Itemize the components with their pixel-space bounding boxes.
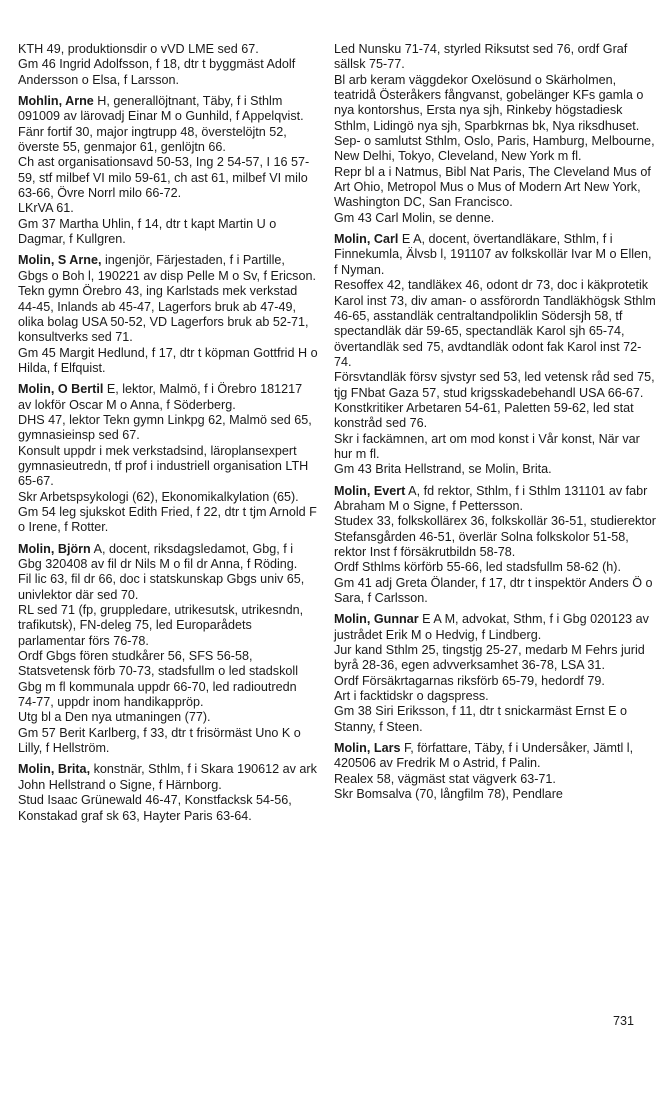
entry-paragraph	[18, 253, 318, 284]
entry-text: Realex 58, vägmäst stat vägverk 63-71.	[334, 771, 556, 786]
entry-text: Art i facktidskr o dagspress.	[334, 689, 489, 704]
bio-entry	[334, 42, 656, 226]
entry-name: Molin, Gunnar	[334, 612, 419, 627]
entry-paragraph	[18, 413, 318, 444]
entry-text: DHS 47, lektor Tekn gymn Linkpg 62, Malmö sed 65, gymnasieinsp sed 67.	[18, 412, 312, 443]
entry-text: E A, docent, övertandläkare, Sthlm, f i Finnekumla, Älvsb l, 191107 av folkskollär Ivar M o Ellen, f Nyman.	[334, 232, 652, 277]
entry-paragraph	[334, 370, 656, 401]
entry-paragraph	[334, 42, 656, 73]
entry-paragraph	[18, 284, 318, 345]
entry-paragraph	[18, 155, 318, 201]
entry-paragraph	[18, 201, 318, 216]
entry-paragraph	[18, 490, 318, 505]
entry-paragraph	[18, 603, 318, 649]
entry-paragraph	[334, 741, 656, 772]
entry-paragraph	[18, 710, 318, 725]
entry-paragraph	[18, 125, 318, 156]
entry-text: Ch ast organisationsavd 50-53, Ing 2 54-57, I 16 57-59, stf milbef VI milo 59-61, ch ast 61, milbef VI milo 63-66, Övre Norrl milo 66-72.	[18, 155, 310, 201]
page-number: 731	[613, 1014, 635, 1028]
entry-paragraph	[18, 346, 318, 377]
entry-paragraph	[18, 42, 318, 57]
entry-text: E A M, advokat, Sthm, f i Gbg 020123 av justrådet Erik M o Hedvig, f Lindberg.	[334, 612, 649, 642]
entry-name: Molin, Carl	[334, 232, 399, 247]
entry-paragraph	[18, 57, 318, 88]
entry-name: Mohlin, Arne	[18, 94, 94, 109]
entry-name: Molin, O Bertil	[18, 382, 104, 397]
entry-paragraph	[18, 505, 318, 536]
entry-text: Resoffex 42, tandläkex 46, odont dr 73, doc i käkprotetik Karol inst 73, div aman- o assförordn Tandläkhögsk Sthlm 46-65, asstandläk centraltandpoliklin Södersjh 58, tf spectandläk där 59-65, spectandläk Karol sjh 65-74, övertandläk sed 75, avdtandläk odont fak Karol inst 72-74.	[334, 278, 656, 369]
entry-text: Gm 38 Siri Eriksson, f 11, dtr t snickarmäst Ernst E o Stanny, f Steen.	[334, 704, 628, 734]
bio-entry	[334, 484, 656, 607]
entry-text: A, docent, riksdagsledamot, Gbg, f i Gbg 320408 av fil dr Nils M o fil dr Anna, f Röding.	[18, 541, 298, 571]
bio-entry	[334, 741, 656, 802]
entry-text: Skr Bomsalva (70, långfilm 78), Pendlare	[334, 787, 563, 802]
entry-name: Molin, S Arne,	[18, 253, 102, 268]
bio-entry	[334, 612, 656, 735]
bio-entry	[18, 762, 318, 823]
entry-text: Skr i fackämnen, art om mod konst i Vår konst, När var hur m fl.	[334, 431, 640, 461]
entry-text: Utg bl a Den nya utmaningen (77).	[18, 710, 211, 725]
bio-entry	[18, 94, 318, 247]
entry-text: Gm 41 adj Greta Ölander, f 17, dtr t inspektör Anders Ö o Sara, f Carlsson.	[334, 575, 653, 606]
entry-text: Stud Isaac Grünewald 46-47, Konstfacksk 54-56, Konstakad graf sk 63, Hayter Paris 63-64.	[18, 793, 292, 823]
entry-paragraph	[334, 674, 656, 689]
entry-paragraph	[334, 73, 656, 134]
entry-text: ingenjör, Färjestaden, f i Partille, Gbgs o Boh l, 190221 av disp Pelle M o Sv, f Ericson.	[18, 253, 316, 283]
entry-paragraph	[334, 787, 656, 802]
bio-entry	[334, 232, 656, 478]
entry-text: RL sed 71 (fp, gruppledare, utrikesutsk, utrikesndn, trafikutsk), FN-deleg 75, led Europarådets parlamentar förs 76-78.	[18, 603, 304, 648]
entry-text: Ordf Gbgs fören studkårer 56, SFS 56-58, Statsvetensk förb 70-73, stadsfullm o led stadskoll Gbg m fl kommunala uppdr 66-70, led radioutredn 74-77, uppdr inom handikappröр.	[18, 649, 299, 710]
entry-paragraph	[334, 514, 656, 560]
entry-name: Molin, Björn	[18, 541, 91, 556]
entry-name: Molin, Evert	[334, 483, 406, 498]
bio-entry	[18, 382, 318, 535]
entry-text: E, lektor, Malmö, f i Örebro 181217 av lokför Oscar M o Anna, f Söderberg.	[18, 382, 303, 412]
bio-entry	[18, 542, 318, 757]
entry-paragraph	[334, 232, 656, 278]
entry-text: Gm 45 Margit Hedlund, f 17, dtr t köpman Gottfrid H o Hilda, f Elfquist.	[18, 345, 318, 375]
entry-text: Fänr fortif 30, major ingtrupp 48, överstelöjtn 52, överste 55, genmajor 61, genlöjtn 66.	[18, 124, 287, 155]
entry-paragraph	[334, 462, 656, 477]
entry-text: Repr bl a i Natmus, Bibl Nat Paris, The Cleveland Mus of Art Ohio, Metropol Mus o Mus of Modern Art New York, Washington DC, San Francisco.	[334, 164, 651, 210]
entry-paragraph	[334, 484, 656, 515]
entry-text: Gm 57 Berit Karlberg, f 33, dtr t frisörmäst Uno K o Lilly, f Hellström.	[18, 725, 301, 756]
entry-paragraph	[334, 772, 656, 787]
entry-paragraph	[334, 432, 656, 463]
entry-paragraph	[334, 401, 656, 432]
entry-text: Studex 33, folkskollärex 36, folkskollär 36-51, studierektor Stefansgården 46-51, överlär Solna folkskolor 51-58, rektor Inst f försäkrutbildn 58-78.	[334, 514, 657, 559]
entry-paragraph	[18, 649, 318, 710]
entry-paragraph	[18, 382, 318, 413]
entry-paragraph	[18, 217, 318, 248]
entry-text: Gm 46 Ingrid Adolfsson, f 18, dtr t byggmäst Adolf Andersson o Elsa, f Larsson.	[18, 57, 296, 87]
entry-paragraph	[18, 793, 318, 824]
entry-text: Gm 37 Martha Uhlin, f 14, dtr t kapt Martin U o Dagmar, f Kullgren.	[18, 216, 277, 247]
bio-entry	[18, 253, 318, 376]
entry-paragraph	[334, 704, 656, 735]
right-column	[334, 42, 656, 809]
entry-text: Tekn gymn Örebro 43, ing Karlstads mek verkstad 44-45, Inlands ab 45-47, Lagerfors bruk ab 47-49, olika bolag USA 50-52, VD Lagerfors bruk ab 52-71, konsultverks sed 71.	[18, 284, 309, 345]
entry-text: Gm 43 Brita Hellstrand, se Molin, Brita.	[334, 462, 552, 477]
entry-paragraph	[334, 560, 656, 575]
entry-text: H, generallöjtnant, Täby, f i Sthlm 091009 av lärovadj Einar M o Gunhild, f Appelqvist.	[18, 94, 304, 124]
entry-text: Bl arb keram väggdekor Oxelösund o Skärholmen, teatridå Österåkers fångvanst, gobelänger KFs gamla o nya kontorshus, Ersta nya sjh, Rinkeby högstadiesk Sthlm, Lidingö nya sjh, Sparbkrnas bk, Nya riksdhuset.	[334, 72, 644, 133]
entry-text: Konstkritiker Arbetaren 54-61, Paletten 59-62, led stat konstråd sed 76.	[334, 400, 634, 431]
entry-paragraph	[18, 444, 318, 490]
entry-paragraph	[334, 643, 656, 674]
bio-entry	[18, 42, 318, 88]
entry-text: Sep- o samlutst Sthlm, Oslo, Paris, Hamburg, Melbourne, New Delhi, Tokyo, Cleveland, New York m fl.	[334, 134, 655, 164]
entry-paragraph	[334, 134, 656, 165]
entry-paragraph	[334, 689, 656, 704]
entry-text: Skr Arbetspsykologi (62), Ekonomikalkylation (65).	[18, 489, 299, 504]
entry-paragraph	[334, 165, 656, 211]
entry-text: Ordf Sthlms körförb 55-66, led stadsfullm 58-62 (h).	[334, 560, 621, 575]
entry-paragraph	[18, 94, 318, 125]
entry-paragraph	[18, 572, 318, 603]
entry-paragraph	[334, 612, 656, 643]
entry-name: Molin, Brita,	[18, 762, 91, 777]
entry-paragraph	[334, 211, 656, 226]
entry-paragraph	[334, 278, 656, 370]
entry-text: Försvtandläk försv sjvstyr sed 53, led vetensk råd sed 75, tjg FNbat Gaza 57, stud krigsskadebehandl USA 66-67.	[334, 370, 655, 400]
left-column	[18, 42, 318, 830]
entry-text: Jur kand Sthlm 25, tingstjg 25-27, medarb M Fehrs jurid byrå 28-36, egen advverksamhet 36-78, LSA 31.	[334, 643, 645, 673]
entry-paragraph	[18, 762, 318, 793]
entry-text: Ordf Försäkrtagarnas riksförb 65-79, hedordf 79.	[334, 673, 605, 688]
entry-text: konstnär, Sthlm, f i Skara 190612 av ark John Hellstrand o Signe, f Härnborg.	[18, 762, 317, 792]
entry-text: Konsult uppdr i mek verkstadsind, läroplansexpert gymnasieutredn, tf prof i industriell organisation LTH 65-67.	[18, 443, 309, 489]
entry-text: F, författare, Täby, f i Undersåker, Jämtl l, 420506 av Fredrik M o Astrid, f Palin.	[334, 741, 634, 771]
entry-text: Led Nunsku 71-74, styrled Riksutst sed 76, ordf Graf sällsk 75-77.	[334, 42, 628, 72]
entry-text: A, fd rektor, Sthlm, f i Sthlm 131101 av fabr Abraham M o Signe, f Pettersson.	[334, 483, 648, 513]
entry-text: Gm 43 Carl Molin, se denne.	[334, 210, 495, 225]
entry-text: LKrVA 61.	[18, 201, 74, 216]
entry-text: KTH 49, produktionsdir o vVD LME sed 67.	[18, 42, 259, 56]
entry-name: Molin, Lars	[334, 741, 401, 756]
entry-text: Fil lic 63, fil dr 66, doc i statskunskap Gbgs univ 65, univlektor där sed 70.	[18, 572, 305, 602]
entry-paragraph	[334, 576, 656, 607]
entry-text: Gm 54 leg sjukskot Edith Fried, f 22, dtr t tjm Arnold F o Irene, f Rotter.	[18, 504, 317, 535]
entry-paragraph	[18, 726, 318, 757]
entry-paragraph	[18, 542, 318, 573]
